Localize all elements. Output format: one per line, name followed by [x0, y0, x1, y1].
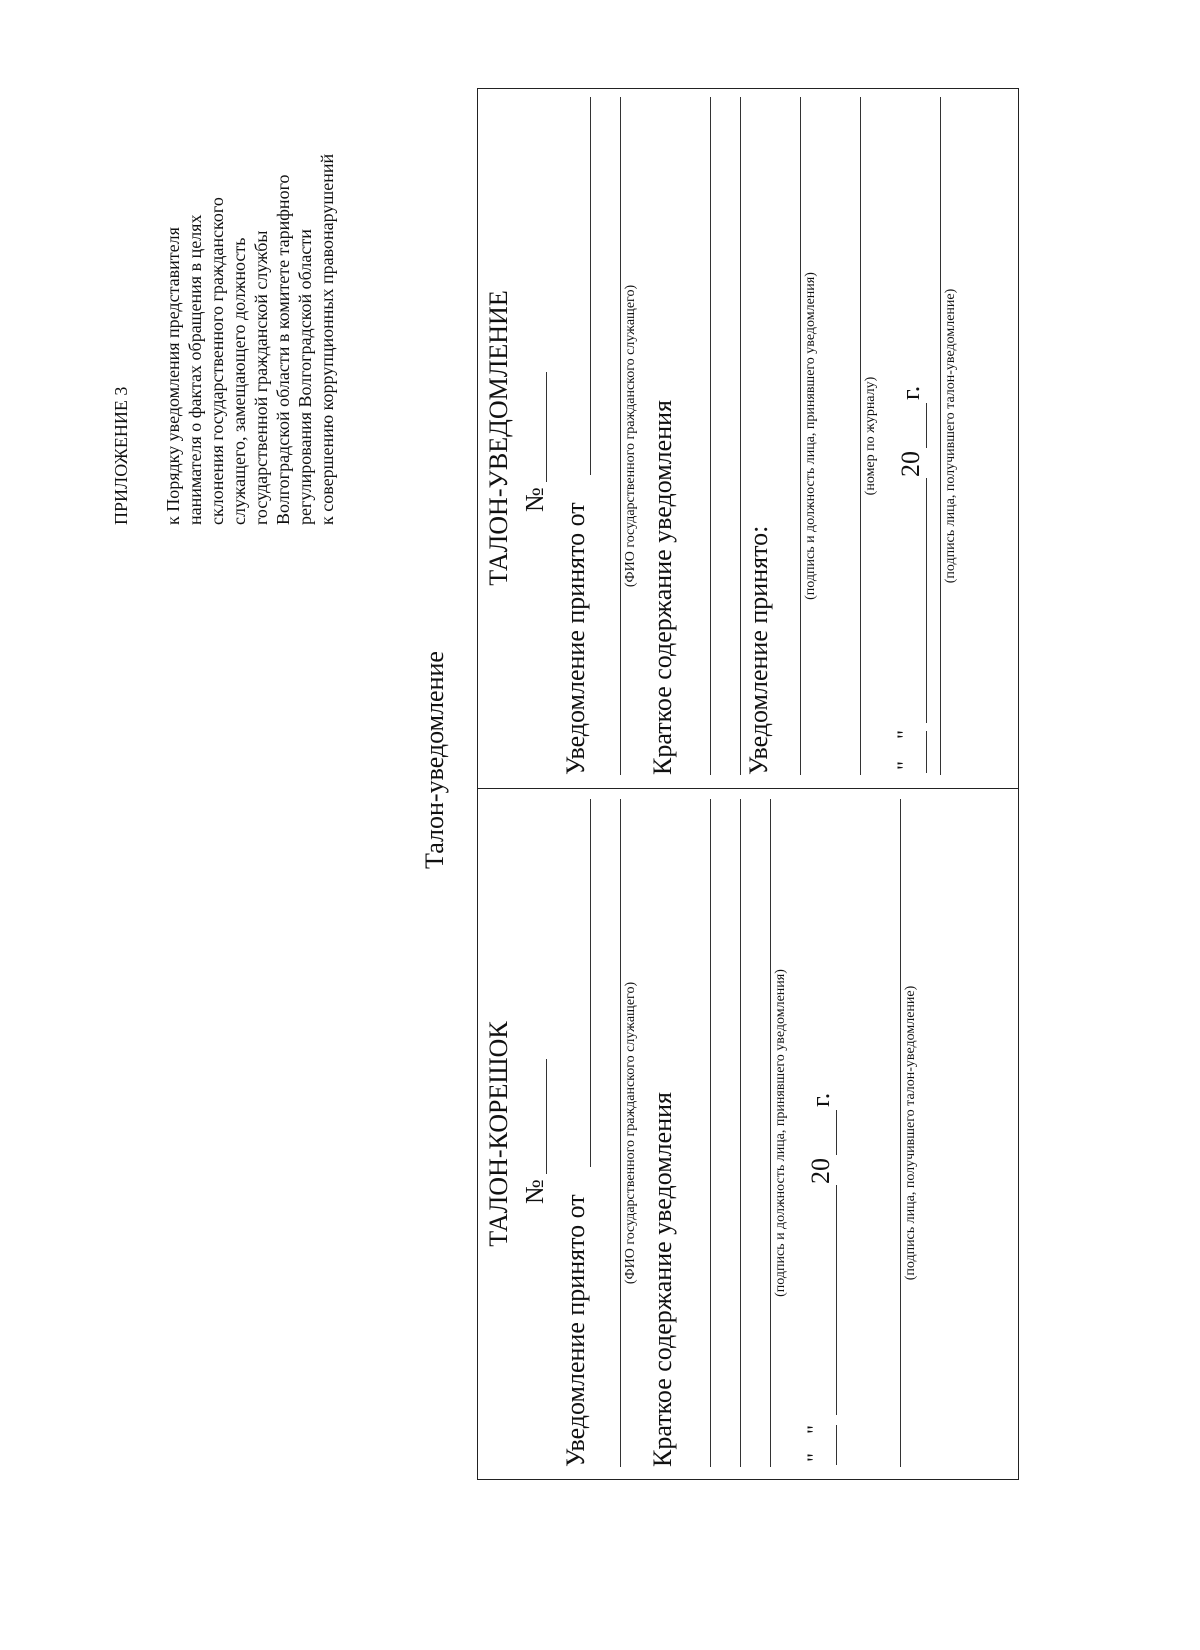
notice-summary-line-2[interactable]	[740, 97, 741, 775]
form-frame	[477, 88, 1019, 1480]
notice-heading: ТАЛОН-УВЕДОМЛЕНИЕ	[484, 290, 513, 586]
stub-date-row	[800, 799, 840, 1467]
stub-summary-label: Краткое содержание уведомления	[648, 1092, 677, 1467]
stub-received-from-field[interactable]	[590, 799, 591, 1167]
notice-year-field[interactable]	[926, 403, 927, 448]
stub-panel	[478, 789, 1018, 1479]
appendix-line: к Порядку уведомления представителя	[163, 227, 183, 525]
notice-fio-line[interactable]	[620, 97, 621, 775]
stub-summary-line-1[interactable]	[710, 799, 711, 1467]
notice-month-field[interactable]	[926, 478, 927, 723]
stub-number-sign: №	[520, 1179, 549, 1204]
stub-date-quote-open: "	[802, 1453, 827, 1462]
stub-summary-line-2[interactable]	[740, 799, 741, 1467]
appendix-title: ПРИЛОЖЕНИЕ 3	[111, 386, 131, 525]
notice-year-prefix: 20	[896, 451, 925, 477]
notice-date-quote-open: "	[892, 761, 917, 770]
stub-accepted-by-caption: (подпись и должность лица, принявшего уведомления)	[773, 969, 788, 1297]
stub-date-quote-close: "	[802, 1425, 827, 1434]
notice-number-field[interactable]	[546, 372, 547, 482]
stub-fio-caption: (ФИО государственного гражданского служащего)	[623, 981, 638, 1285]
appendix-line: нанимателя о фактах обращения в целях	[185, 214, 205, 525]
notice-summary-label: Краткое содержание уведомления	[648, 400, 677, 775]
notice-received-from-field[interactable]	[590, 97, 591, 475]
notice-accepted-by-line[interactable]	[800, 97, 801, 775]
notice-year-suffix: г.	[896, 385, 925, 400]
notice-journal-caption: (номер по журналу)	[863, 376, 878, 496]
stub-heading: ТАЛОН-КОРЕШОК	[484, 1021, 513, 1247]
stub-recipient-line[interactable]	[900, 799, 901, 1467]
stub-year-field[interactable]	[836, 1110, 837, 1155]
appendix-line: служащего, замещающего должность	[229, 237, 249, 525]
stub-year-prefix: 20	[806, 1158, 835, 1184]
notice-received-from-label: Уведомление принято от	[561, 502, 590, 775]
appendix-line: Волгоградской области в комитете тарифного	[273, 174, 293, 525]
notice-accepted-by-caption: (подпись и должность лица, принявшего уведомления)	[803, 272, 818, 600]
notice-recipient-line[interactable]	[940, 97, 941, 775]
notice-journal-line[interactable]	[860, 97, 861, 775]
stub-year-suffix: г.	[806, 1092, 835, 1107]
notice-summary-line-1[interactable]	[710, 97, 711, 775]
appendix-line: склонения государственного гражданского	[207, 197, 227, 525]
document-title: Талон-уведомление	[420, 651, 449, 869]
notice-recipient-caption: (подпись лица, получившего талон-уведомление)	[943, 288, 958, 584]
stub-received-from-label: Уведомление принято от	[561, 1194, 590, 1467]
stub-day-field[interactable]	[836, 1425, 837, 1465]
stub-month-field[interactable]	[836, 1185, 837, 1415]
appendix-line: государственной гражданской службы	[251, 230, 271, 525]
appendix-line: регулирования Волгоградской области	[295, 229, 315, 525]
notice-accepted-label: Уведомление принято:	[744, 525, 773, 775]
appendix-line: к совершению коррупционных правонарушений	[317, 153, 337, 525]
stub-accepted-by-line[interactable]	[770, 799, 771, 1467]
notice-day-field[interactable]	[926, 731, 927, 773]
notice-panel	[478, 89, 1018, 787]
notice-fio-caption: (ФИО государственного гражданского служащего)	[623, 284, 638, 588]
appendix-block	[110, 25, 338, 525]
stub-fio-line[interactable]	[620, 799, 621, 1467]
stub-recipient-caption: (подпись лица, получившего талон-уведомление)	[903, 985, 918, 1281]
notice-date-quote-close: "	[892, 730, 917, 739]
notice-date-row	[890, 97, 930, 775]
notice-number-sign: №	[520, 487, 549, 512]
stub-number-field[interactable]	[546, 1059, 547, 1174]
